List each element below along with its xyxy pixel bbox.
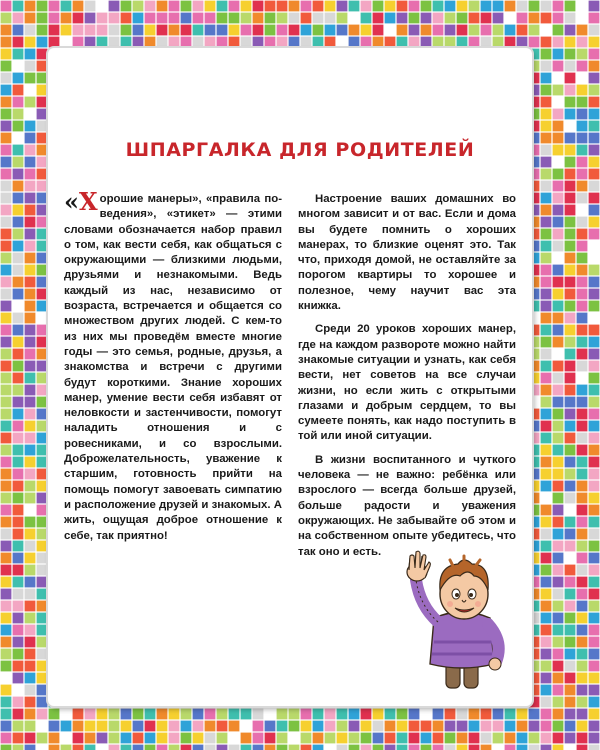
- intro-paragraph: [64, 187, 282, 544]
- drop-cap-quote: «: [64, 187, 79, 216]
- drop-cap: [64, 187, 98, 216]
- intro-text: орошие манеры», «правила поведения», «этикет» — этими словами обозначается набор правил о том, как вести себя, как общаться с окружающими — близкими людьми, друзьями и незнакомыми. Ведь каждый из нас, независимо от возраста, встречается и общается со множеством других людей. С кем-то из них мы проведём вместе многие годы — это семья, родные, друзья, а знакомства и встречи с другими будут короткими. Знание хороших манер, умение вести себя избавят от неловкости и застенчивости, помогут наладить отношения и с ровесниками, и со взрослыми. Доброжелательность, уважение к старшим, готовность прийти на помощь помогут завоевать симпатию и расположение друзей и знакомых. А жить, ощущая доброе отношение к себе, так приятно!: [64, 193, 282, 542]
- left-column: [64, 187, 282, 552]
- right-column: [298, 192, 516, 568]
- right-paragraph-2: Среди 20 уроков хороших манер, где на каждом развороте можно найти знакомые ситуации и узнать, как себя вести, нет советов на все случаи жизни, но если жить с открытыми глазами и добрым сердцем, то вы сумеете понять, как надо поступить в той или иной ситуации.: [298, 323, 516, 443]
- waving-boy-illustration: [398, 546, 518, 691]
- right-paragraph-3: В жизни воспитанного и чуткого человека — не важно: ребёнка или взрослого — всегда больше друзей, больше радости и уважения окружающих. Не забывайте об этом и на собственном опыте убедитесь, что так оно и есть.: [298, 453, 516, 558]
- right-paragraph-1: Настроение ваших домашних во многом зависит и от вас. Если и дома вы будете помнить о хороших манерах, то близкие оценят это. Так что, приходя домой, не оставляйте за порогом квартиры то хорошее и полезное, чему научит вас эта книжка.: [298, 193, 516, 313]
- page-title: ШПАРГАЛКА ДЛЯ РОДИТЕЛЕЙ: [125, 139, 475, 161]
- drop-cap-letter: Х: [79, 187, 98, 216]
